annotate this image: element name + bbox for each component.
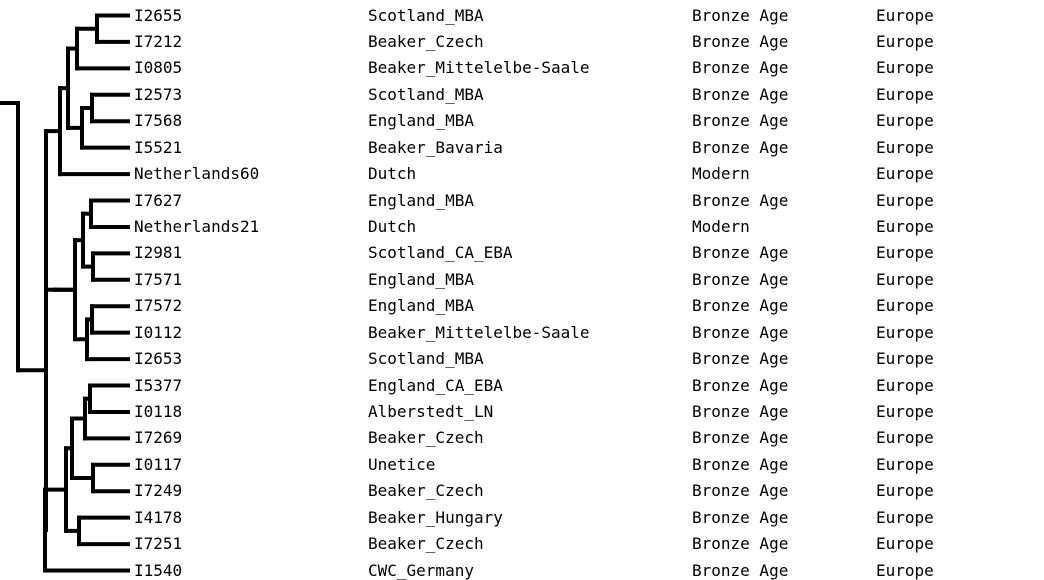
region-label: Europe (876, 243, 934, 263)
region-label: Europe (876, 322, 934, 342)
region-label: Europe (876, 375, 934, 395)
sample-id: I0118 (134, 401, 183, 421)
sample-id: I7269 (134, 428, 183, 448)
region-label: Europe (876, 481, 934, 501)
population-label: Beaker_Mittelelbe-Saale (368, 58, 590, 78)
period-label: Bronze Age (692, 296, 789, 316)
period-label: Bronze Age (692, 349, 789, 369)
population-label: CWC_Germany (368, 560, 474, 580)
population-label: Beaker_Mittelelbe-Saale (368, 322, 590, 342)
region-label: Europe (876, 190, 934, 210)
period-label: Bronze Age (692, 507, 789, 527)
sample-id: I2653 (134, 349, 183, 369)
sample-id: I0117 (134, 454, 183, 474)
sample-id: I1540 (134, 560, 183, 580)
population-label: England_MBA (368, 269, 474, 289)
region-label: Europe (876, 164, 934, 184)
population-label: Beaker_Czech (368, 534, 484, 554)
region-label: Europe (876, 84, 934, 104)
region-label: Europe (876, 560, 934, 580)
population-label: England_MBA (368, 190, 474, 210)
sample-id: I2981 (134, 243, 183, 263)
population-label: Scotland_CA_EBA (368, 243, 513, 263)
region-label: Europe (876, 428, 934, 448)
period-label: Bronze Age (692, 137, 789, 157)
sample-id: I5521 (134, 137, 183, 157)
region-label: Europe (876, 296, 934, 316)
sample-id: I0805 (134, 58, 183, 78)
period-label: Bronze Age (692, 322, 789, 342)
sample-id: I7568 (134, 111, 183, 131)
period-label: Bronze Age (692, 401, 789, 421)
sample-id: I0112 (134, 322, 183, 342)
period-label: Bronze Age (692, 31, 789, 51)
population-label: Beaker_Czech (368, 31, 484, 51)
sample-id: I4178 (134, 507, 183, 527)
dendrogram (0, 0, 132, 570)
period-label: Bronze Age (692, 375, 789, 395)
period-label: Bronze Age (692, 84, 789, 104)
period-label: Bronze Age (692, 428, 789, 448)
period-label: Modern (692, 216, 750, 236)
sample-id: I5377 (134, 375, 183, 395)
region-label: Europe (876, 401, 934, 421)
population-label: Dutch (368, 216, 417, 236)
population-label: Dutch (368, 164, 417, 184)
period-label: Bronze Age (692, 269, 789, 289)
sample-id: I7251 (134, 534, 183, 554)
population-label: Unetice (368, 454, 436, 474)
region-label: Europe (876, 5, 934, 25)
population-label: England_MBA (368, 296, 474, 316)
period-label: Bronze Age (692, 454, 789, 474)
population-label: England_CA_EBA (368, 375, 503, 395)
region-label: Europe (876, 31, 934, 51)
population-label: Beaker_Hungary (368, 507, 503, 527)
period-label: Bronze Age (692, 190, 789, 210)
sample-id: I7571 (134, 269, 183, 289)
population-label: Alberstedt_LN (368, 401, 494, 421)
period-label: Bronze Age (692, 534, 789, 554)
region-label: Europe (876, 58, 934, 78)
region-label: Europe (876, 534, 934, 554)
period-label: Bronze Age (692, 5, 789, 25)
region-label: Europe (876, 269, 934, 289)
sample-id: Netherlands21 (134, 216, 260, 236)
region-label: Europe (876, 349, 934, 369)
region-label: Europe (876, 216, 934, 236)
period-label: Bronze Age (692, 560, 789, 580)
period-label: Bronze Age (692, 481, 789, 501)
population-label: Beaker_Czech (368, 481, 484, 501)
population-label: Scotland_MBA (368, 84, 484, 104)
population-label: Scotland_MBA (368, 349, 484, 369)
sample-id: I2573 (134, 84, 183, 104)
period-label: Bronze Age (692, 111, 789, 131)
sample-id: Netherlands60 (134, 164, 260, 184)
population-label: England_MBA (368, 111, 474, 131)
sample-id: I7627 (134, 190, 183, 210)
period-label: Bronze Age (692, 58, 789, 78)
population-label: Scotland_MBA (368, 5, 484, 25)
region-label: Europe (876, 111, 934, 131)
population-label: Beaker_Czech (368, 428, 484, 448)
period-label: Modern (692, 164, 750, 184)
sample-id: I7572 (134, 296, 183, 316)
sample-id: I7249 (134, 481, 183, 501)
region-label: Europe (876, 137, 934, 157)
sample-id: I2655 (134, 5, 183, 25)
region-label: Europe (876, 454, 934, 474)
population-label: Beaker_Bavaria (368, 137, 503, 157)
period-label: Bronze Age (692, 243, 789, 263)
region-label: Europe (876, 507, 934, 527)
sample-id: I7212 (134, 31, 183, 51)
